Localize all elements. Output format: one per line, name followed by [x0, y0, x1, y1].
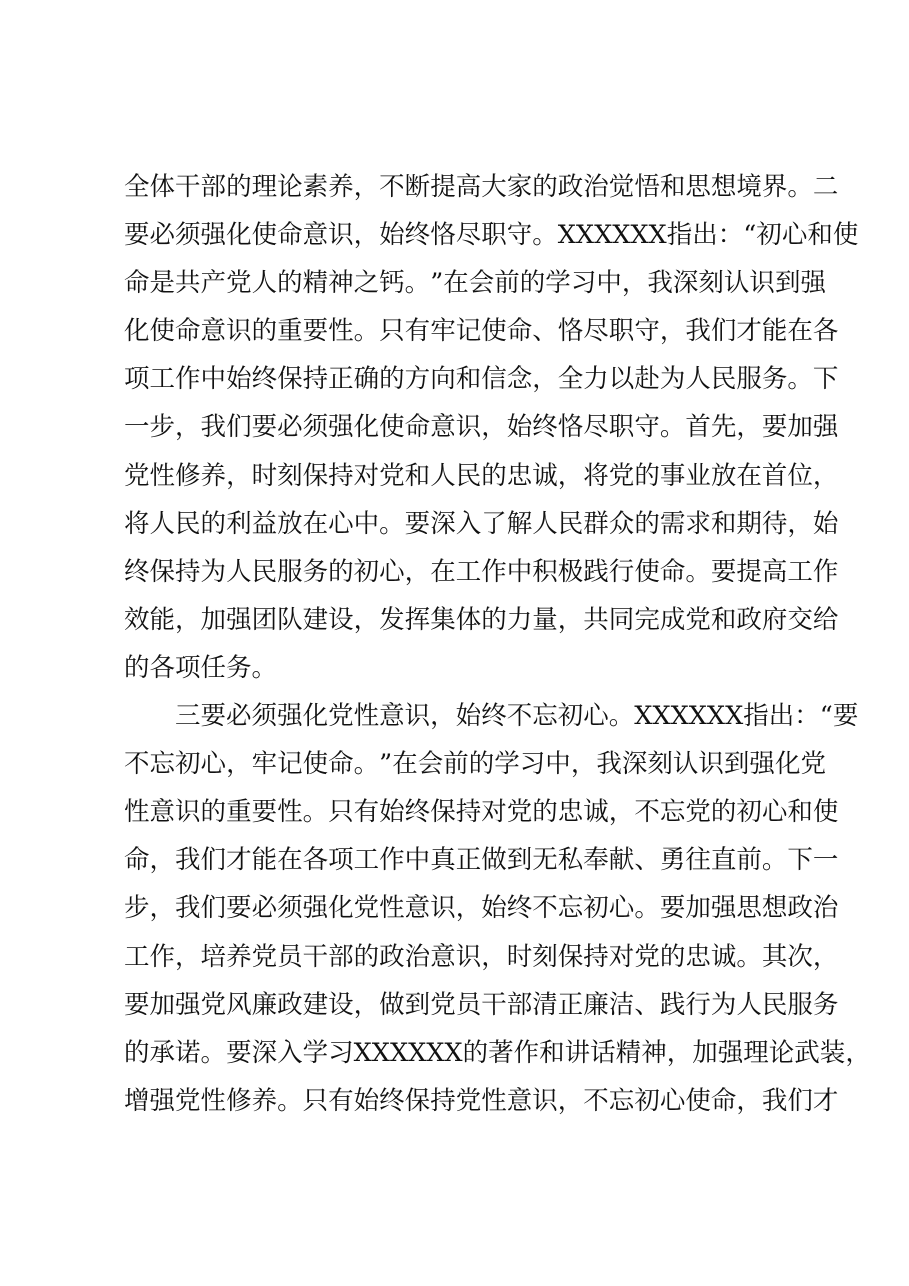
text-line: 化 使 命 意 识 的 重 要 性 。 只 有 牢 记 使 命 、 恪 尽 职 守 ， 我 们 才 能 在 各 — [124, 316, 839, 347]
text-line: 要 必 须 强 化 使 命 意 识 ， 始 终 恪 尽 职 守 。 X X X X X X 指 出 ： “ 初 心 和 使 — [124, 220, 859, 251]
text-line: 增 强 党 性 修 养 。 只 有 始 终 保 持 党 性 意 识 ， 不 忘 初 心 使 命 ， 我 们 才 — [124, 1085, 839, 1116]
text-line: 步 ， 我 们 要 必 须 强 化 党 性 意 识 ， 始 终 不 忘 初 心 。 要 加 强 思 想 政 治 — [124, 893, 839, 924]
text-line: 效 能 ， 加 强 团 队 建 设 ， 发 挥 集 体 的 力 量 ， 共 同 完 成 党 和 政 府 交 给 — [124, 604, 839, 635]
body-text — [124, 163, 871, 1125]
text-line: 三 要 必 须 强 化 党 性 意 识 ， 始 终 不 忘 初 心 。 X X X X X X 指 出 ： “ 要 — [175, 701, 859, 732]
text-line: 工 作 ， 培 养 党 员 干 部 的 政 治 意 识 ， 时 刻 保 持 对 党 的 忠 诚 。 其 次 ， — [124, 941, 839, 972]
text-line: 全 体 干 部 的 理 论 素 养 ， 不 断 提 高 大 家 的 政 治 觉 悟 和 思 想 境 界 。 二 — [124, 172, 839, 202]
text-line: 的各项任务。 — [124, 652, 278, 683]
text-line: 终 保 持 为 人 民 服 务 的 初 心 ， 在 工 作 中 积 极 践 行 使 命 。 要 提 高 工 作 — [124, 556, 839, 587]
text-line: 党 性 修 养 ， 时 刻 保 持 对 党 和 人 民 的 忠 诚 ， 将 党 的 事 业 放 在 首 位 ， — [124, 460, 839, 491]
text-line: 的 承 诺 。 要 深 入 学 习 X X X X X X 的 著 作 和 讲 话 精 神 ， 加 强 理 论 武 装 ， — [124, 1037, 871, 1068]
text-line: 命 ， 我 们 才 能 在 各 项 工 作 中 真 正 做 到 无 私 奉 献 、 勇 往 直 前 。 下 一 — [124, 845, 839, 876]
text-line: 命 是 共 产 党 人 的 精 神 之 钙 。 ” 在 会 前 的 学 习 中 ， 我 深 刻 认 识 到 强 — [124, 268, 826, 299]
text-line: 性 意 识 的 重 要 性 。 只 有 始 终 保 持 对 党 的 忠 诚 ， 不 忘 党 的 初 心 和 使 — [124, 797, 839, 828]
text-line: 要 加 强 党 风 廉 政 建 设 ， 做 到 党 员 干 部 清 正 廉 洁 、 践 行 为 人 民 服 务 — [124, 989, 839, 1020]
text-line: 不 忘 初 心 ， 牢 记 使 命 。 ” 在 会 前 的 学 习 中 ， 我 深 刻 认 识 到 强 化 党 — [124, 749, 826, 780]
text-line: 将 人 民 的 利 益 放 在 心 中 。 要 深 入 了 解 人 民 群 众 的 需 求 和 期 待 ， 始 — [124, 508, 839, 539]
text-line: 一 步 ， 我 们 要 必 须 强 化 使 命 意 识 ， 始 终 恪 尽 职 守 。 首 先 ， 要 加 强 — [124, 412, 839, 443]
text-line: 项 工 作 中 始 终 保 持 正 确 的 方 向 和 信 念 ， 全 力 以 赴 为 人 民 服 务 。 下 — [124, 364, 839, 395]
